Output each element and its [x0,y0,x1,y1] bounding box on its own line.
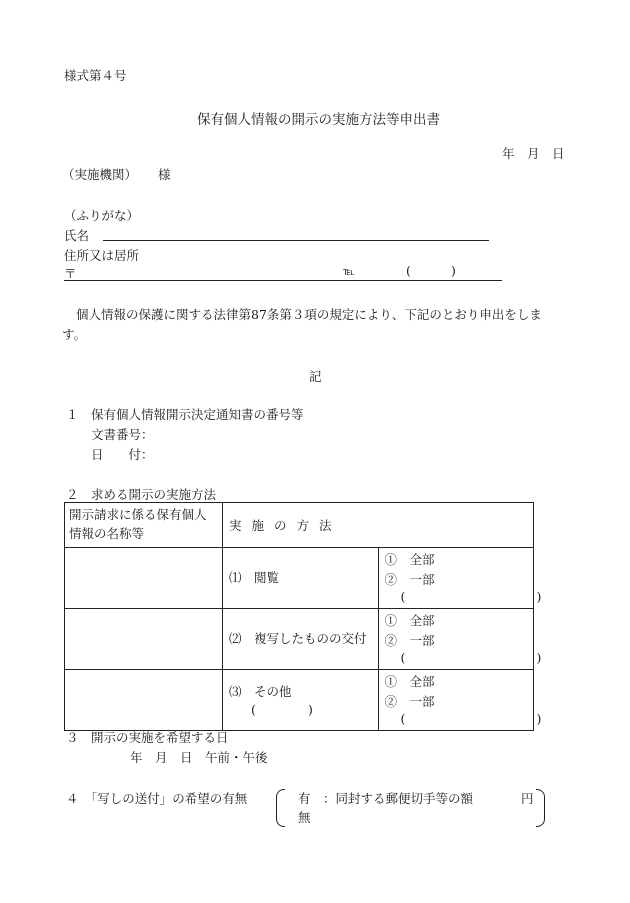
method-cell: ⑵ 複写したものの交付 [223,609,379,670]
option-part[interactable]: ② 一部 [384,572,435,587]
table-row [65,670,534,731]
address-label: 住所又は居所 [64,248,140,263]
option-all[interactable]: ① 全部 [384,613,435,628]
section4-heading: ４ 「写しの送付」の希望の有無 [66,791,248,806]
table-row [65,609,534,670]
table-header-name: 開示請求に係る保有個人情報の名称等 [65,503,223,548]
left-brace-icon [276,789,285,827]
name-label: 氏名 [64,228,90,243]
form-number: 様式第４号 [64,68,127,83]
method-paren-close: ) [308,702,313,717]
address-underline[interactable] [64,280,502,281]
info-name-cell[interactable] [65,548,223,609]
doc-date-label: 日 付： [91,447,154,462]
method-cell: ⑴ 閲覧 [223,548,379,609]
date-label: 年 月 日 [502,146,565,161]
option-paren-close: ) [536,589,542,604]
body-text-line2: す。 [62,327,87,342]
postal-mark: 〒 [64,266,77,281]
tel-paren-open: ( [406,263,411,278]
option-paren-open: ( [400,650,406,665]
section2-heading: ２ 求める開示の実施方法 [66,487,217,502]
recipient-honorific: 様 [158,167,171,182]
tel-paren-close: ) [451,263,456,278]
table-header-method: 実施の方法 [223,503,534,548]
method-paren-open: ( [251,702,256,717]
info-name-cell[interactable] [65,670,223,731]
ki-heading: 記 [309,369,322,384]
option-part[interactable]: ② 一部 [384,694,435,709]
option-all[interactable]: ① 全部 [384,674,435,689]
table-row [65,548,534,609]
right-brace-icon [536,789,545,827]
preferred-date-line: 年 月 日 午前・午後 [130,750,268,765]
option-group [379,670,542,730]
option-paren-open: ( [400,589,406,604]
section1-heading: １ 保有個人情報開示決定通知書の番号等 [66,407,304,422]
info-name-cell[interactable] [65,609,223,670]
copy-send-no[interactable]: 無 [298,810,311,825]
option-group [379,548,542,608]
yen-label: 円 [521,791,534,806]
page-title: 保有個人情報の開示の実施方法等申出書 [197,112,440,128]
copy-send-yes[interactable]: 有 ：同封する郵便切手等の額 [298,791,474,806]
section3-heading: ３ 開示の実施を希望する日 [66,730,229,745]
tel-mark: ℡ [343,265,355,278]
method-table [64,502,542,731]
recipient-org: （実施機関） [62,167,138,182]
name-underline[interactable] [103,240,489,241]
option-group [379,609,542,669]
option-part[interactable]: ② 一部 [384,633,435,648]
option-all[interactable]: ① 全部 [384,552,435,567]
body-text-line1: 個人情報の保護に関する法律第87条第３項の規定により、下記のとおり申出をしま [76,307,542,322]
option-paren-open: ( [400,711,406,726]
furigana-label: （ふりがな） [64,208,140,223]
option-paren-close: ) [536,711,542,726]
doc-number-label: 文書番号： [91,427,154,442]
method-cell: ⑶ その他 [229,684,292,699]
option-paren-close: ) [536,650,542,665]
